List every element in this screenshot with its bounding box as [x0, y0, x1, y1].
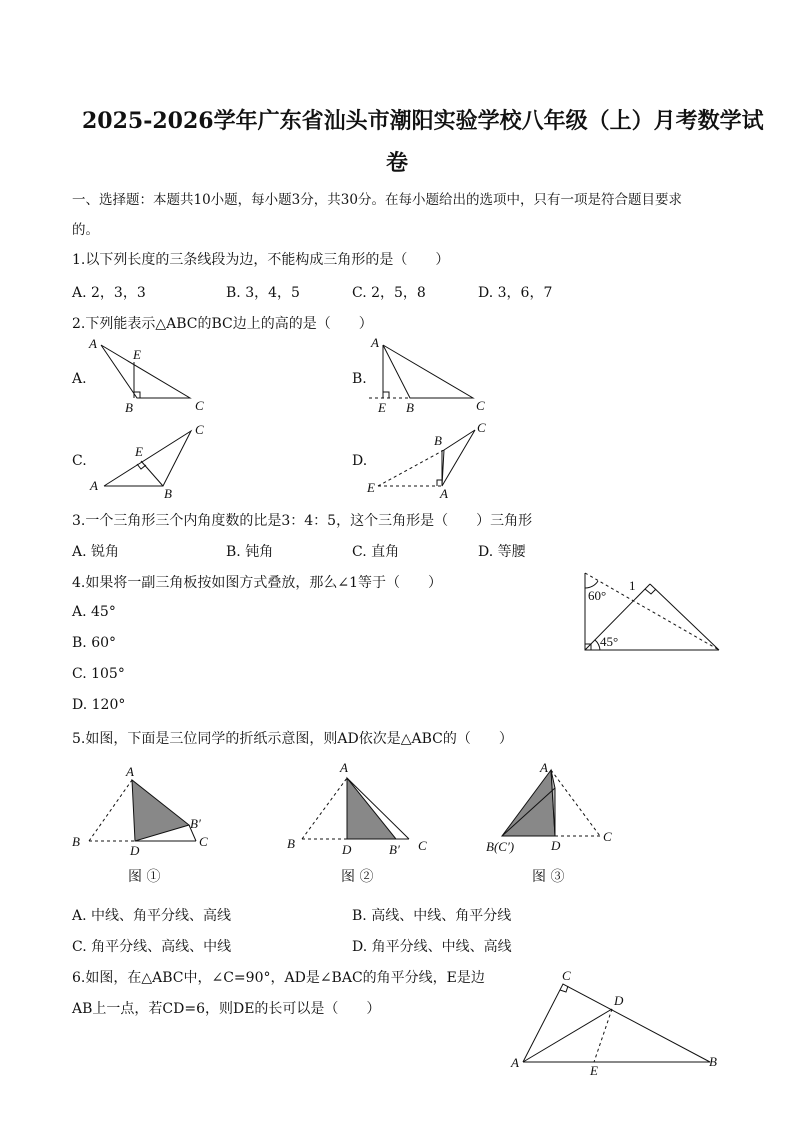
- q1-stem: 1.以下列长度的三条线段为边，不能构成三角形的是（ ）: [72, 252, 450, 268]
- q6-stem-line2: AB上一点，若CD=6，则DE的长可以是（ ）: [72, 1001, 381, 1017]
- q2-option-b-letter[interactable]: B.: [352, 371, 367, 387]
- q5f1-label-b: B: [72, 834, 80, 849]
- q2b-label-c: C: [476, 398, 485, 413]
- q4-option-c[interactable]: C. 105°: [72, 666, 125, 682]
- q2d-label-e: E: [367, 480, 375, 495]
- q4-option-a[interactable]: A. 45°: [72, 604, 116, 620]
- q2-option-a-letter[interactable]: A.: [72, 371, 87, 387]
- q5-option-a[interactable]: A. 中线、角平分线、高线: [72, 908, 232, 924]
- q2d-label-b: B: [434, 433, 442, 448]
- q2c-label-b: B: [164, 486, 172, 501]
- q4-label-45: 45°: [600, 634, 619, 649]
- section-heading-line2: 的。: [72, 222, 99, 238]
- q1-option-d[interactable]: D. 3，6，7: [478, 285, 553, 301]
- q3-option-b[interactable]: B. 钝角: [226, 544, 274, 560]
- q5-figure-2-caption: 图 ②: [341, 869, 374, 885]
- q6-label-e: E: [590, 1063, 598, 1078]
- q2a-label-b: B: [125, 400, 133, 415]
- q5-figure-1-caption: 图 ①: [128, 869, 161, 885]
- q4-figure: [580, 568, 730, 658]
- q2c-label-a: A: [90, 478, 98, 493]
- q2-figure-d: [365, 418, 505, 501]
- q5f1-label-c: C: [199, 834, 208, 849]
- q2c-label-c: C: [195, 422, 204, 437]
- q5-option-d[interactable]: D. 角平分线、中线、高线: [352, 939, 512, 955]
- q2b-label-e: E: [378, 400, 386, 415]
- q5f2-label-d: D: [342, 842, 352, 857]
- q6-label-b: B: [709, 1054, 717, 1069]
- q2-figure-c: [85, 418, 225, 501]
- q5f3-label-d: D: [551, 838, 561, 853]
- paper-title-line1: 2025-2026学年广东省汕头市潮阳实验学校八年级（上）月考数学试: [82, 108, 764, 134]
- q5-figure-1: [68, 760, 228, 860]
- paper-title-line2: 卷: [386, 150, 409, 176]
- q2-figure-b: [365, 334, 505, 414]
- q5-figure-3-caption: 图 ③: [532, 869, 565, 885]
- q6-stem-line1: 6.如图，在△ABC中，∠C=90°，AD是∠BAC的角平分线，E是边: [72, 970, 485, 986]
- q3-option-a[interactable]: A. 锐角: [72, 544, 120, 560]
- q4-stem: 4.如果将一副三角板按如图方式叠放，那么∠1等于（ ）: [72, 575, 442, 591]
- q2d-label-c: C: [477, 420, 486, 435]
- q5f2-label-bp: B′: [389, 842, 400, 857]
- q5f1-label-d: D: [130, 843, 140, 858]
- q5-option-c[interactable]: C. 角平分线、高线、中线: [72, 939, 232, 955]
- q6-label-d: D: [614, 993, 624, 1008]
- q2a-label-c: C: [195, 398, 204, 413]
- q5f3-label-a: A: [540, 760, 548, 775]
- q3-stem: 3.一个三角形三个内角度数的比是3：4：5，这个三角形是（ ）三角形: [72, 513, 533, 529]
- q2a-label-a: A: [89, 336, 97, 351]
- q5-figure-2: [282, 758, 442, 858]
- q1-option-b[interactable]: B. 3，4，5: [226, 285, 300, 301]
- section-heading-line1: 一、选择题：本题共10小题，每小题3分，共30分。在每小题给出的选项中，只有一项是符合题目要求: [72, 192, 682, 208]
- q4-option-b[interactable]: B. 60°: [72, 635, 117, 651]
- q5f3-label-bc: B(C′): [486, 839, 515, 854]
- q4-label-60: 60°: [588, 588, 607, 603]
- q5-figure-3: [482, 758, 642, 858]
- q2b-label-a: A: [371, 335, 379, 350]
- q2a-label-e: E: [133, 347, 141, 362]
- q5f2-label-a: A: [340, 760, 348, 775]
- q4-label-1: 1: [629, 578, 636, 593]
- q6-figure: [508, 965, 718, 1078]
- q3-option-c[interactable]: C. 直角: [352, 544, 400, 560]
- q2b-label-b: B: [406, 400, 414, 415]
- q2-stem: 2.下列能表示△ABC的BC边上的高的是（ ）: [72, 316, 373, 332]
- q2-option-c-letter[interactable]: C.: [72, 453, 87, 469]
- q5f3-label-c: C: [603, 829, 612, 844]
- q5-stem: 5.如图，下面是三位同学的折纸示意图，则AD依次是△ABC的（ ）: [72, 731, 513, 747]
- q5f2-label-b: B: [287, 836, 295, 851]
- q1-option-a[interactable]: A. 2，3，3: [72, 285, 146, 301]
- q5-option-b[interactable]: B. 高线、中线、角平分线: [352, 908, 512, 924]
- q4-option-d[interactable]: D. 120°: [72, 697, 126, 713]
- q3-option-d[interactable]: D. 等腰: [478, 544, 526, 560]
- q2c-label-e: E: [135, 444, 143, 459]
- q1-option-c[interactable]: C. 2，5，8: [352, 285, 426, 301]
- q5f1-label-bp: B′: [190, 816, 201, 831]
- q5f1-label-a: A: [126, 764, 134, 779]
- q5f2-label-c: C: [418, 838, 427, 853]
- q6-label-c: C: [562, 968, 571, 983]
- q2-option-d-letter[interactable]: D.: [352, 453, 368, 469]
- q6-label-a: A: [511, 1055, 519, 1070]
- q2d-label-a: A: [440, 486, 448, 501]
- q2-figure-a: [85, 334, 225, 414]
